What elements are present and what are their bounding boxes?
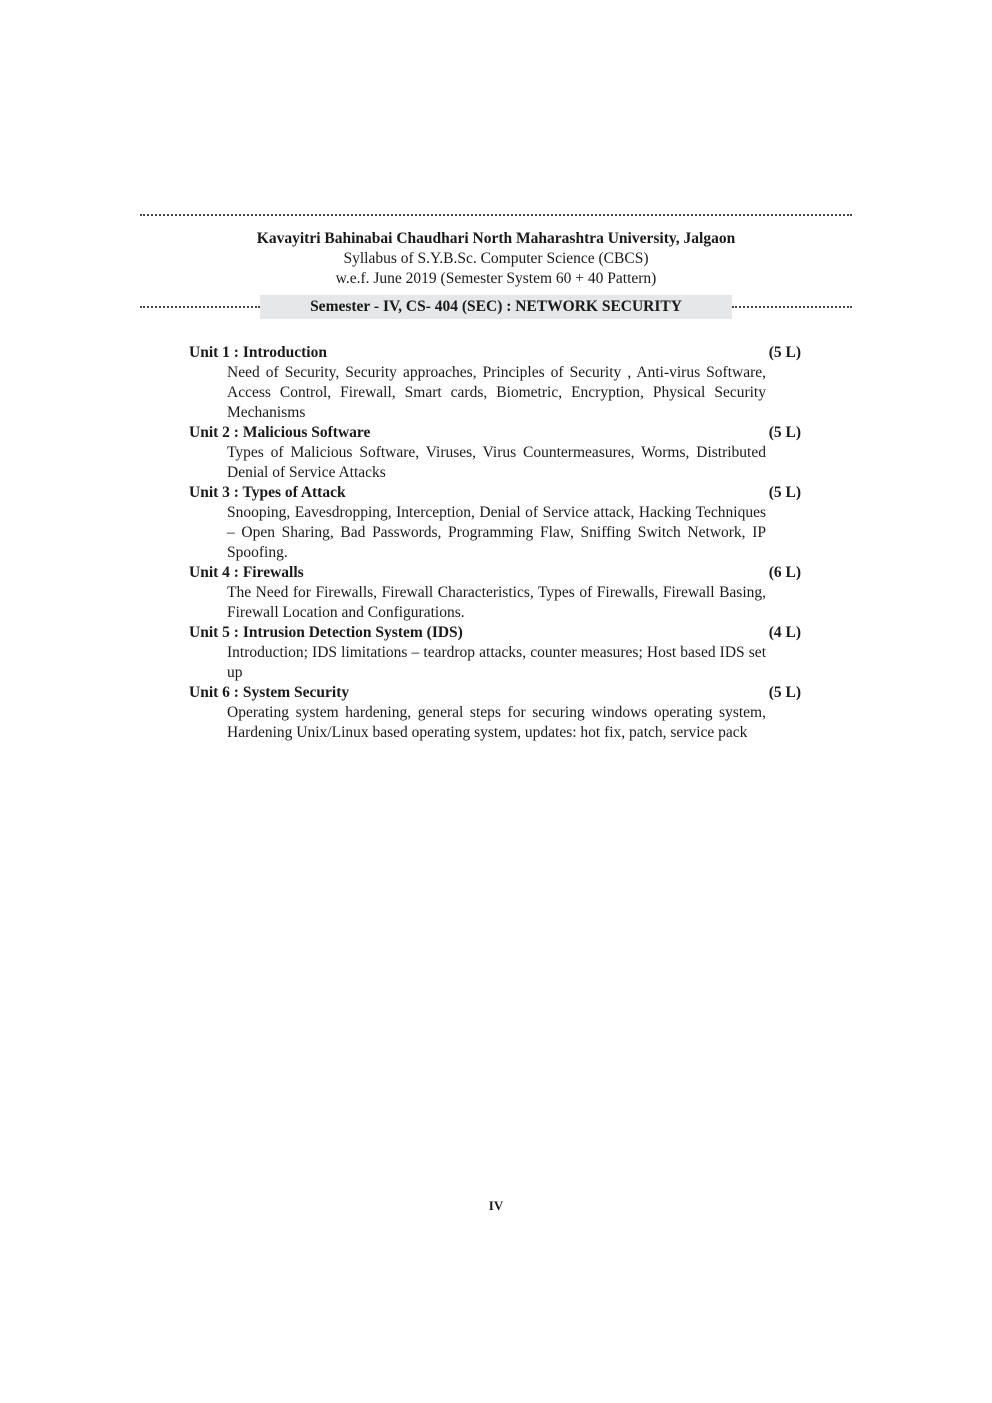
- unit-5: [189, 623, 801, 683]
- unit-4: [189, 563, 801, 623]
- header-top-dotted-rule: [140, 214, 852, 216]
- university-name: Kavayitri Bahinabai Chaudhari North Maharashtra University, Jalgaon: [256, 230, 736, 247]
- page-number: IV: [488, 1198, 504, 1213]
- unit-description: Introduction; IDS limitations – teardrop attacks, counter measures; Host based IDS set up: [227, 644, 766, 681]
- unit-title: Unit 3 : Types of Attack: [189, 484, 346, 501]
- unit-title: Unit 5 : Intrusion Detection System (IDS): [189, 624, 463, 641]
- unit-heading: [189, 563, 801, 583]
- semester-dotted-rule-right: [732, 306, 852, 308]
- unit-description: Operating system hardening, general steps for securing windows operating system, Hardening Unix/Linux based operating system, updates: hot fix, patch, service pack: [227, 704, 766, 741]
- unit-6: [189, 683, 801, 743]
- unit-title: Unit 4 : Firewalls: [189, 564, 304, 581]
- unit-description: The Need for Firewalls, Firewall Characteristics, Types of Firewalls, Firewall Basing, Firewall Location and Configurations.: [227, 584, 766, 621]
- unit-heading: [189, 423, 801, 443]
- unit-heading: [189, 483, 801, 503]
- semester-banner: [140, 295, 852, 319]
- unit-hours: (5 L): [768, 484, 801, 501]
- unit-heading: [189, 623, 801, 643]
- unit-1: [189, 343, 801, 423]
- syllabus-title: Syllabus of S.Y.B.Sc. Computer Science (CBCS): [343, 250, 649, 267]
- unit-3: [189, 483, 801, 563]
- unit-heading: [189, 683, 801, 703]
- semester-dotted-rule-left: [140, 306, 260, 308]
- unit-description: Need of Security, Security approaches, Principles of Security , Anti-virus Software, Access Control, Firewall, Smart cards, Biometric, Encryption, Physical Security Mechanisms: [227, 364, 766, 421]
- unit-description: Types of Malicious Software, Viruses, Virus Countermeasures, Worms, Distributed Denial of Service Attacks: [227, 444, 766, 481]
- units-list: [189, 343, 801, 743]
- unit-hours: (4 L): [768, 624, 801, 641]
- unit-2: [189, 423, 801, 483]
- effective-date: w.e.f. June 2019 (Semester System 60 + 40 Pattern): [335, 270, 657, 287]
- unit-hours: (6 L): [768, 564, 801, 581]
- document-header: [140, 229, 852, 289]
- semester-title: Semester - IV, CS- 404 (SEC) : NETWORK SECURITY: [260, 295, 732, 319]
- unit-description: Snooping, Eavesdropping, Interception, Denial of Service attack, Hacking Techniques – Open Sharing, Bad Passwords, Programming Flaw, Sniffing Switch Network, IP Spoofing.: [227, 504, 766, 561]
- unit-hours: (5 L): [768, 684, 801, 701]
- unit-title: Unit 1 : Introduction: [189, 344, 327, 361]
- unit-heading: [189, 343, 801, 363]
- unit-title: Unit 2 : Malicious Software: [189, 424, 371, 441]
- unit-hours: (5 L): [768, 344, 801, 361]
- unit-hours: (5 L): [768, 424, 801, 441]
- unit-title: Unit 6 : System Security: [189, 684, 350, 701]
